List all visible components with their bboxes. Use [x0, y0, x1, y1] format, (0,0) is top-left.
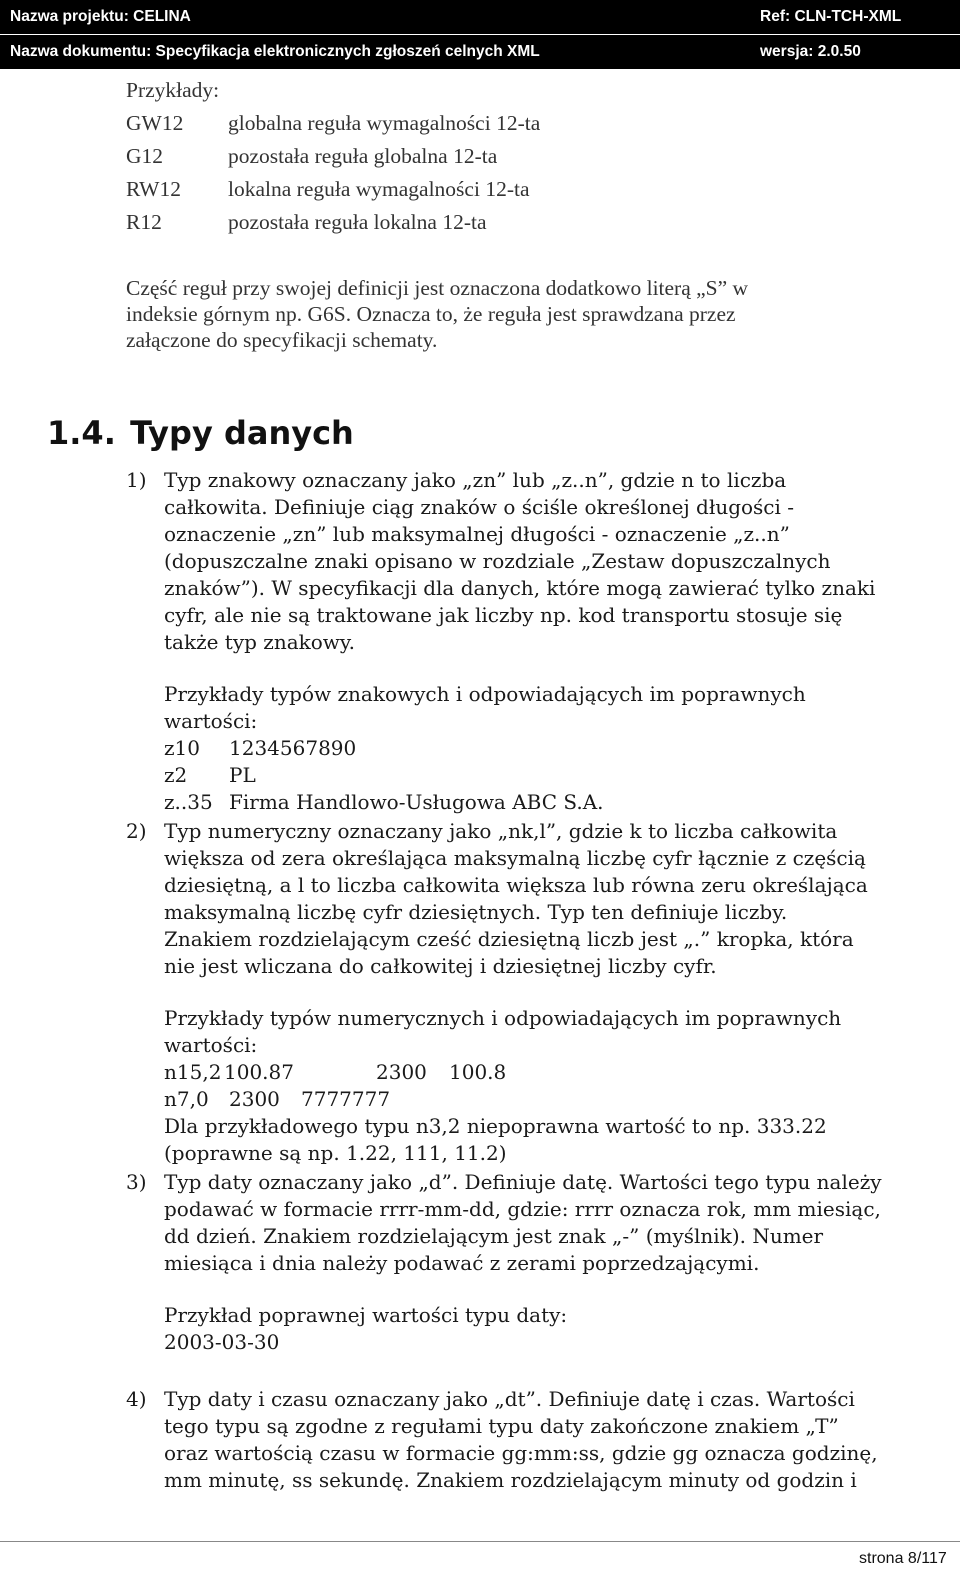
type-code: z..35 — [164, 790, 213, 814]
numeric-type-code: n15,2 — [164, 1060, 222, 1084]
list-item-line: podawać w formacie rrrr-mm-dd, gdzie: rrrr oznacza rok, mm miesiąc, — [164, 1197, 881, 1221]
type-value: 1234567890 — [229, 736, 357, 760]
rule-description: pozostała reguła globalna 12-ta — [228, 144, 498, 168]
document-reference: Ref: CLN-TCH-XML — [760, 8, 902, 25]
examples-intro-line: wartości: — [164, 1033, 258, 1057]
rule-description: pozostała reguła lokalna 12-ta — [228, 210, 487, 234]
type-code: z10 — [164, 736, 200, 760]
document-version: wersja: 2.0.50 — [760, 43, 861, 60]
list-item-line: mm minutę, ss sekundę. Znakiem rozdzielającym minuty od godzin i — [164, 1468, 857, 1492]
numeric-value: 2300 — [229, 1087, 280, 1111]
date-example-value: 2003-03-30 — [164, 1330, 280, 1354]
rule-description: lokalna reguła wymagalności 12-ta — [228, 177, 530, 201]
examples-intro-line: wartości: — [164, 709, 258, 733]
list-item-line: Typ znakowy oznaczany jako „zn” lub „z..n”, gdzie n to liczba — [164, 468, 787, 492]
list-item-line: maksymalną liczbę cyfr dziesiętnych. Typ ten definiuje liczby. — [164, 900, 788, 924]
type-value: Firma Handlowo-Usługowa ABC S.A. — [229, 790, 604, 814]
project-name: Nazwa projektu: CELINA — [10, 8, 191, 25]
footer-divider — [0, 1541, 960, 1542]
note-line: (poprawne są np. 1.22, 111, 11.2) — [164, 1141, 507, 1165]
list-item-line: Typ daty i czasu oznaczany jako „dt”. Definiuje datę i czas. Wartości — [164, 1387, 855, 1411]
examples-intro-line: Przykład poprawnej wartości typu daty: — [164, 1303, 568, 1327]
examples-intro-line: Przykłady typów numerycznych i odpowiadających im poprawnych — [164, 1006, 842, 1030]
list-item-line: nie jest wliczana do całkowitej i dziesiętnej liczby cyfr. — [164, 954, 717, 978]
page-number: strona 8/117 — [859, 1550, 947, 1567]
list-item-line: Typ numeryczny oznaczany jako „nk,l”, gdzie k to liczba całkowita — [164, 819, 838, 843]
list-item-number: 3) — [126, 1170, 147, 1194]
list-item-line: oznaczenie „zn” lub maksymalnej długości - oznaczenie „z..n” — [164, 522, 790, 546]
list-item-line: oraz wartością czasu w formacie gg:mm:ss, gdzie gg oznacza godzinę, — [164, 1441, 878, 1465]
section-number: 1.4. — [47, 414, 116, 452]
rule-code: RW12 — [126, 177, 181, 201]
numeric-value: 7777777 — [301, 1087, 391, 1111]
intro-paragraph-line: indeksie górnym np. G6S. Oznacza to, że reguła jest sprawdzana przez — [126, 302, 736, 326]
list-item-line: dd dzień. Znakiem rozdzielającym jest znak „-” (myślnik). Numer — [164, 1224, 824, 1248]
list-item-line: dziesiętną, a l to liczba całkowita większa lub równa zeru określająca — [164, 873, 868, 897]
section-heading — [47, 414, 354, 452]
list-item-number: 1) — [126, 468, 147, 492]
note-line: Dla przykładowego typu n3,2 niepoprawna wartość to np. 333.22 — [164, 1114, 827, 1138]
document-header-row-1 — [0, 0, 960, 34]
document-name: Nazwa dokumentu: Specyfikacja elektronicznych zgłoszeń celnych XML — [10, 43, 540, 60]
numeric-value: 100.8 — [449, 1060, 507, 1084]
rule-code: R12 — [126, 210, 162, 234]
list-item-number: 4) — [126, 1387, 147, 1411]
list-item-line: znaków”). W specyfikacji dla danych, które mogą zawierać tylko znaki — [164, 576, 876, 600]
intro-paragraph-line: Część reguł przy swojej definicji jest oznaczona dodatkowo literą „S” w — [126, 276, 749, 300]
list-item-line: Znakiem rozdzielającym cześć dziesiętną liczb jest „.” kropka, która — [164, 927, 854, 951]
list-item-line: miesiąca i dnia należy podawać z zerami poprzedzającymi. — [164, 1251, 760, 1275]
type-value: PL — [229, 763, 256, 787]
numeric-value: 100.87 — [224, 1060, 294, 1084]
rule-description: globalna reguła wymagalności 12-ta — [228, 111, 541, 135]
rule-code: GW12 — [126, 111, 184, 135]
document-header-row-2 — [0, 34, 960, 69]
list-item-line: także typ znakowy. — [164, 630, 355, 654]
list-item-line: całkowita. Definiuje ciąg znaków o ściśle określonej długości - — [164, 495, 795, 519]
numeric-type-code: n7,0 — [164, 1087, 209, 1111]
list-item-line: tego typu są zgodne z regułami typu daty zakończone znakiem „T” — [164, 1414, 839, 1438]
examples-intro-line: Przykłady typów znakowych i odpowiadających im poprawnych — [164, 682, 806, 706]
list-item-line: (dopuszczalne znaki opisano w rozdziale „Zestaw dopuszczalnych — [164, 549, 831, 573]
type-code: z2 — [164, 763, 188, 787]
rule-code: G12 — [126, 144, 164, 168]
list-item-line: większa od zera określająca maksymalną liczbę cyfr łącznie z częścią — [164, 846, 866, 870]
list-item-number: 2) — [126, 819, 147, 843]
list-item-line: cyfr, ale nie są traktowane jak liczby np. kod transportu stosuje się — [164, 603, 843, 627]
section-title: Typy danych — [130, 414, 354, 452]
numeric-value: 2300 — [376, 1060, 427, 1084]
examples-heading: Przykłady: — [126, 78, 220, 102]
intro-paragraph-line: załączone do specyfikacji schematy. — [126, 328, 438, 352]
list-item-line: Typ daty oznaczany jako „d”. Definiuje datę. Wartości tego typu należy — [164, 1170, 882, 1194]
